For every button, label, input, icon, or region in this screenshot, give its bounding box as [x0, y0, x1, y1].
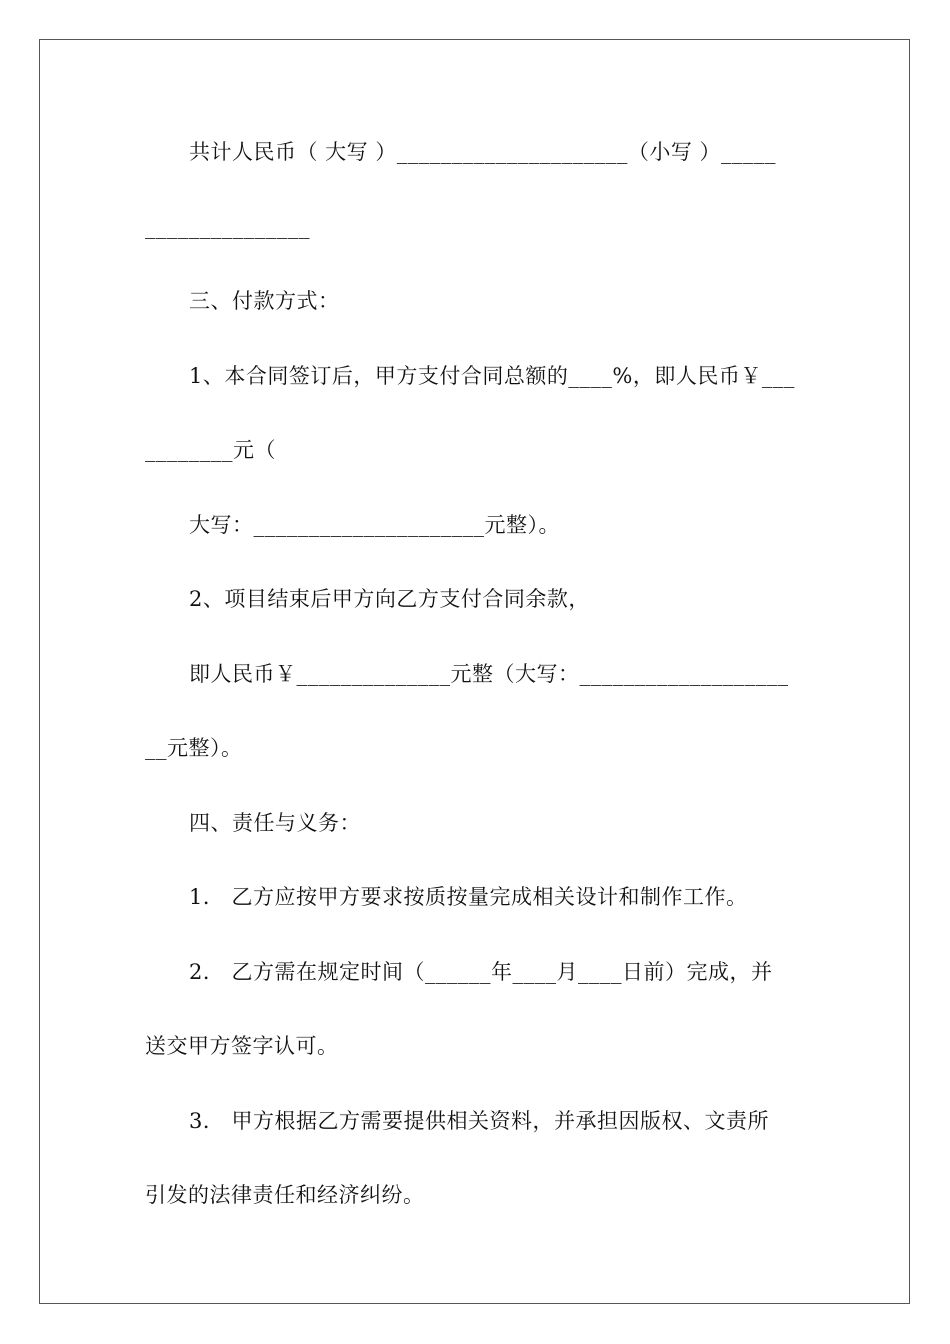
section-heading-payment: 三、付款方式： — [189, 289, 340, 313]
payment-clause-2: 2、项目结束后甲方向乙方支付合同余款， — [189, 587, 590, 611]
payment-clause-1: 1、本合同签订后，甲方支付合同总额的____%，即人民币￥___ — [189, 364, 795, 388]
payment-clause-1-continuation: ________元（ — [145, 438, 276, 462]
payment-clause-1-capital: 大写：_____________________元整）。 — [189, 513, 560, 537]
total-amount-line: 共计人民币（ 大写 ）_____________________（小写 ）_____ — [189, 140, 777, 164]
responsibility-clause-2: 2． 乙方需在规定时间（______年____月____日前）完成，并 — [189, 960, 773, 984]
payment-clause-2-amount: 即人民币￥______________元整（大写：___________________ — [189, 662, 789, 686]
responsibility-clause-3: 3． 甲方根据乙方需要提供相关资料，并承担因版权、文责所 — [189, 1109, 770, 1133]
total-amount-continuation: _______________ — [145, 215, 310, 239]
section-heading-responsibilities: 四、责任与义务： — [189, 811, 361, 835]
responsibility-clause-3-continuation: 引发的法律责任和经济纠纷。 — [145, 1183, 425, 1207]
payment-clause-2-continuation: __元整）。 — [145, 736, 243, 760]
responsibility-clause-2-continuation: 送交甲方签字认可。 — [145, 1034, 339, 1058]
responsibility-clause-1: 1． 乙方应按甲方要求按质按量完成相关设计和制作工作。 — [189, 885, 748, 909]
